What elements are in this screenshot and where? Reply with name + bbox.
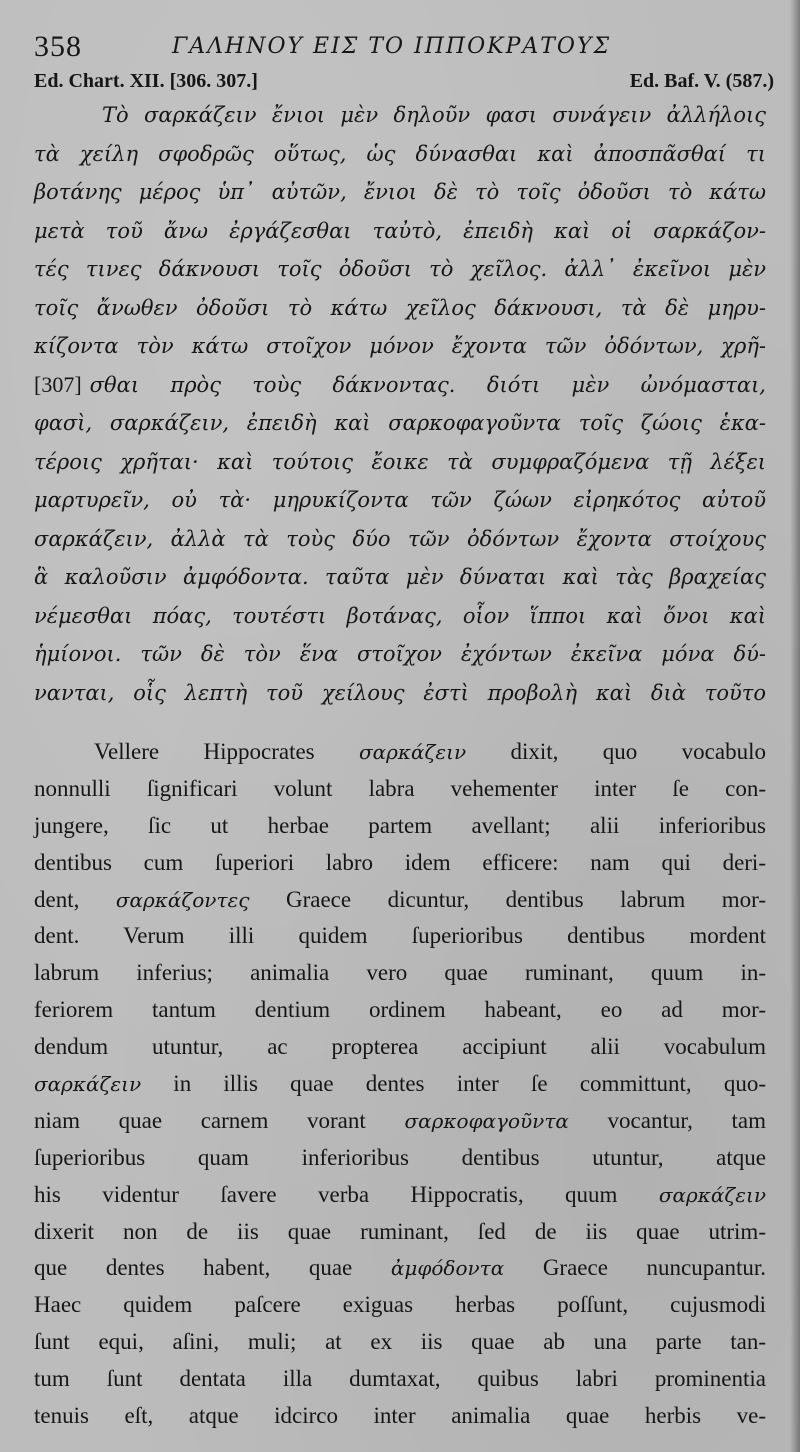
latin-line xyxy=(34,808,766,845)
latin-text: niam quae carnem vorant xyxy=(34,1107,405,1133)
latin-line xyxy=(34,734,766,771)
latin-line xyxy=(34,992,766,1029)
greek-line: Τὸ σαρκάζειν ἔνιοι μὲν δηλοῦν φασι συνάγειν ἀλλήλοις xyxy=(102,103,766,127)
latin-text: vocantur, tam xyxy=(568,1107,766,1133)
latin-line xyxy=(34,1066,766,1103)
greek-line: μετὰ τοῦ ἄνω ἐργάζεσθαι ταὐτὸ, ἐπειδὴ καὶ οἱ σαρκάζον- xyxy=(34,218,766,243)
greek-line-text: σθαι πρὸς τοὺς δάκνοντας. διότι μὲν ὠνόμασται, xyxy=(89,372,766,397)
latin-text: labrum inferius; animalia vero quae ruminant, quum in- xyxy=(34,960,766,986)
greek-line-with-margin-ref xyxy=(34,366,766,405)
latin-text: nonnulli ſignificari volunt labra vehementer inter ſe con- xyxy=(34,775,766,801)
greek-line: τέροις χρῆται· καὶ τούτοις ἔοικε τὰ συμφραζόμενα τῇ λέξει xyxy=(34,449,766,474)
latin-text: tenuis eſt, atque idcirco inter animalia quae herbis ve- xyxy=(34,1403,766,1429)
latin-text: dendum utuntur, ac propterea accipiunt alii vocabulum xyxy=(34,1034,766,1060)
latin-text: feriorem tantum dentium ordinem habeant, eo ad mor- xyxy=(34,997,766,1023)
greek-line: νανται, οἷς λεπτὴ τοῦ χείλους ἐστὶ προβολὴ καὶ διὰ τοῦτο xyxy=(34,680,766,705)
edition-basel-ref: Ed. Baf. V. (587.) xyxy=(629,70,774,92)
latin-line xyxy=(34,1324,766,1361)
latin-line xyxy=(34,1177,766,1214)
edition-line xyxy=(34,70,774,98)
greek-term: σαρκάζειν xyxy=(658,1182,766,1207)
greek-line: τές τινες δάκνουσι τοῖς ὀδοῦσι τὸ χεῖλος. ἀλλ᾽ ἐκεῖνοι μὲν xyxy=(34,257,766,281)
latin-text: tum ſunt dentata illa dumtaxat, quibus labri prominentia xyxy=(34,1366,766,1392)
latin-text-block xyxy=(34,734,766,1435)
latin-text: dixit, quo vocabulo xyxy=(466,739,766,764)
latin-line xyxy=(34,918,766,955)
greek-term: σαρκοφαγοῦντα xyxy=(404,1108,569,1133)
latin-text: Graece dicuntur, dentibus labrum mor- xyxy=(249,886,766,912)
latin-text: dent, xyxy=(34,886,116,912)
greek-line: φασὶ, σαρκάζειν, ἐπειδὴ καὶ σαρκοφαγοῦντα τοῖς ζώοις ἑκα- xyxy=(34,411,766,435)
latin-line xyxy=(34,845,766,882)
latin-text: Graece nuncupantur. xyxy=(504,1255,766,1281)
greek-line: μαρτυρεῖν, οὐ τὰ· μηρυκίζοντα τῶν ζώων εἰρηκότος αὐτοῦ xyxy=(34,488,766,512)
greek-term: σαρκάζειν xyxy=(34,1072,142,1097)
latin-line xyxy=(34,1140,766,1177)
latin-line xyxy=(34,1287,766,1324)
latin-text: dixerit non de iis quae ruminant, ſed de iis quae utrim- xyxy=(34,1218,766,1244)
latin-line xyxy=(34,955,766,992)
greek-line: ἡμίονοι. τῶν δὲ τὸν ἕνα στοῖχον ἐχόντων ἐκεῖνα μόνα δύ- xyxy=(34,642,766,666)
latin-line xyxy=(34,1250,766,1287)
latin-text: in illis quae dentes inter ſe committunt, quo- xyxy=(141,1071,766,1097)
latin-text: Vellere Hippocrates xyxy=(94,739,360,764)
greek-text-block xyxy=(34,96,766,712)
latin-line xyxy=(34,882,766,919)
latin-text: dent. Verum illi quidem ſuperioribus dentibus mordent xyxy=(34,923,766,949)
greek-line: τὰ χείλη σφοδρῶς οὕτως, ὡς δύνασθαι καὶ ἀποσπᾶσθαί τι xyxy=(34,141,766,166)
latin-text: his videntur ſavere verba Hippocratis, quum xyxy=(34,1181,659,1207)
latin-line xyxy=(34,771,766,808)
latin-text: ſunt equi, aſini, muli; at ex iis quae ab una parte tan- xyxy=(34,1329,766,1355)
greek-term: ἀμφόδοντα xyxy=(390,1256,505,1281)
latin-line xyxy=(34,1361,766,1398)
latin-text: jungere, ſic ut herbae partem avellant; alii inferioribus xyxy=(34,812,766,838)
page-edge-shadow xyxy=(790,0,800,1452)
greek-line: ἃ καλοῦσιν ἀμφόδοντα. ταῦτα μὲν δύναται καὶ τὰς βραχείας xyxy=(34,565,766,589)
latin-text: que dentes habent, quae xyxy=(34,1255,391,1281)
edition-chartier-ref: Ed. Chart. XII. [306. 307.] xyxy=(34,70,258,92)
greek-line: σαρκάζειν, ἀλλὰ τὰ τοὺς δύο τῶν ὀδόντων ἔχοντα στοίχους xyxy=(34,526,766,551)
latin-line xyxy=(34,1214,766,1251)
latin-text: dentibus cum ſuperiori labro idem efficere: nam qui deri- xyxy=(34,849,766,875)
page-number: 358 xyxy=(34,30,82,63)
greek-line: κίζοντα τὸν κάτω στοῖχον μόνον ἔχοντα τῶν ὀδόντων, χρῆ- xyxy=(34,334,766,358)
running-title: ΓΑΛΗΝΟΥ ΕΙΣ ΤΟ ΙΠΠΟΚΡΑΤΟΥΣ xyxy=(172,34,612,59)
greek-term: σαρκάζοντες xyxy=(115,887,250,912)
greek-term: σαρκάζειν xyxy=(359,740,467,764)
latin-line xyxy=(34,1103,766,1140)
latin-text: ſuperioribus quam inferioribus dentibus utuntur, atque xyxy=(34,1144,766,1170)
greek-line: νέμεσθαι πόας, τουτέστι βοτάνας, οἷον ἵπποι καὶ ὄνοι καὶ xyxy=(34,603,766,628)
latin-line xyxy=(34,1398,766,1435)
page-header xyxy=(34,26,774,66)
margin-page-ref: [307] xyxy=(34,371,82,397)
latin-line xyxy=(34,1029,766,1066)
greek-line: βοτάνης μέρος ὑπ᾽ αὐτῶν, ἔνιοι δὲ τὸ τοῖς ὀδοῦσι τὸ κάτω xyxy=(34,180,766,204)
greek-line: τοῖς ἄνωθεν ὀδοῦσι τὸ κάτω χεῖλος δάκνουσι, τὰ δὲ μηρυ- xyxy=(34,295,766,320)
latin-text: Haec quidem paſcere exiguas herbas poſſunt, cujusmodi xyxy=(34,1292,766,1318)
